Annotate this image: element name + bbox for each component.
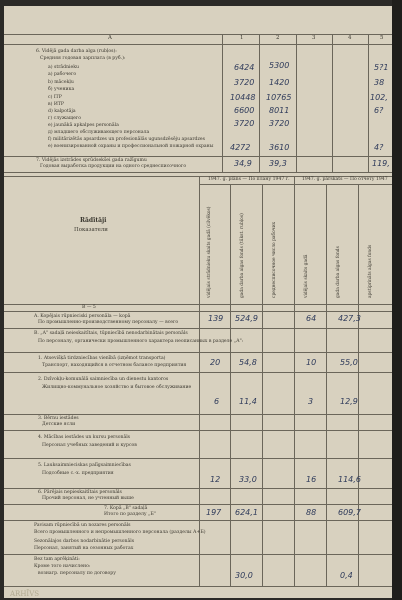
rule — [4, 488, 392, 489]
cell-value: 39,3 — [269, 159, 287, 168]
row-label-ru: Подсобные с.-х. предприятия — [42, 471, 114, 476]
cell-value: 427,3 — [338, 314, 361, 323]
rotated-header: vidējais skaits gadā — [304, 254, 309, 298]
column-number: 5 — [380, 35, 384, 41]
row-label: 2. Dzīvokļu-komunālā saimniecība un dienestu kantoros — [38, 377, 169, 382]
column-number: 3 — [312, 35, 316, 41]
row-label-ru: Детские ясли — [42, 422, 76, 427]
cell-value: 4272 — [230, 143, 251, 152]
row-label: д) младшего обслуживающего персонала — [48, 130, 150, 135]
rotated-header: gada darba algas fonds — [336, 246, 341, 298]
row-label: a) strādnieku — [48, 65, 79, 70]
rule — [296, 34, 297, 172]
row-label-ru: Персонал учебных заведений и курсов — [42, 443, 137, 448]
cell-value: 54,8 — [239, 358, 257, 367]
cell-value: 10765 — [266, 93, 292, 102]
row-label-ru: Транспорт, находящийся в отчетном балансе предприятия — [42, 363, 187, 368]
cell-value: 5300 — [269, 61, 290, 70]
section-title-ru: Средняя годовая зарплата (в руб.): — [40, 56, 126, 61]
rule — [4, 586, 392, 587]
cell-value: 3610 — [269, 143, 290, 152]
note-line: Персонал, занятый на сезонных работах — [34, 546, 134, 551]
rule — [4, 311, 392, 312]
rule — [262, 184, 263, 586]
rule — [222, 34, 223, 172]
row-label-ru: Годовая выработка продукции на одного среднесписочного — [40, 164, 187, 169]
cell-value: 30,0 — [235, 571, 253, 580]
column-number: 2 — [276, 35, 280, 41]
cell-value: 0,4 — [340, 571, 353, 580]
year-plan-header: 1947. g. plāns — По плану 1947 г. — [208, 177, 290, 182]
row-label-ru: Прочий персонал, не учтенный выше — [42, 496, 134, 501]
row-label: b) mācekļu — [48, 80, 74, 85]
row-label: f) militārizētās apsardzes un profesionālās ugunsdzēsēju apsardzes — [48, 137, 205, 142]
cell-value: 6424 — [234, 63, 255, 72]
rule — [4, 328, 392, 329]
row-label: A. Kopējais rūpnieciski personāla — kopā — [34, 314, 131, 319]
row-label: 4. Mācības iestādes un kursu personāls — [38, 435, 131, 440]
cell-value: 524,9 — [235, 314, 258, 323]
rule — [4, 156, 392, 157]
cell-value: 6? — [374, 106, 384, 115]
row-label: в) ИТР — [48, 102, 64, 107]
row-label: 5. Lauksaimnieciskas palīgsaimniecības — [38, 463, 131, 468]
cell-value: 10 — [306, 358, 317, 367]
rule — [4, 172, 392, 173]
row-label-ru: По промышленно-производственному персоналу — всего — [38, 320, 179, 325]
column-letter: A — [108, 35, 112, 41]
cell-value: 11,4 — [239, 397, 257, 406]
row-label: e) jaunākā apkalpes personāla — [48, 123, 119, 128]
row-label-ru: По персоналу, органически промышленного характера неописанных в разделе „А": — [38, 339, 244, 344]
document-page — [4, 6, 392, 598]
row-label: 7. Kopā „B" sadaļā — [104, 506, 148, 511]
cell-value: 102, — [370, 93, 388, 102]
rule — [4, 504, 392, 505]
rule — [294, 176, 295, 586]
cell-value: 34,9 — [234, 159, 252, 168]
rule — [326, 184, 327, 586]
rule — [4, 458, 392, 459]
cell-value: 12,9 — [340, 397, 358, 406]
note-line: Sezonālajos darbos nodarbinātie personāls — [34, 539, 135, 544]
cell-value: 3720 — [269, 119, 290, 128]
cell-value: 114,6 — [338, 475, 361, 484]
cell-value: 3720 — [234, 119, 255, 128]
row-label: а) рабочего — [48, 72, 77, 77]
rotated-header: apstiprināts algas fonds — [368, 244, 373, 298]
rule — [332, 34, 333, 172]
cell-value: 139 — [208, 314, 224, 323]
row-label: 3. Bērnu iestādes — [38, 416, 79, 421]
rule — [4, 44, 392, 45]
cell-value: 33,0 — [239, 475, 257, 484]
rule — [358, 184, 359, 586]
rule — [230, 184, 231, 586]
rotated-header: vidējais strādnieku skaits gadā (cilvēkos) — [207, 206, 212, 298]
row-label: d) kalpotāja — [48, 109, 76, 114]
note-line: Pavisam rūpniecībā un nozares personāls — [34, 523, 131, 528]
rotated-header: gada darba algas fonds (tūkst. rubļos) — [240, 213, 245, 298]
rotated-header: среднесписочное число рабочих — [272, 221, 277, 298]
rule — [4, 430, 392, 431]
row-label: г) служащего — [48, 116, 81, 121]
cell-value: 197 — [206, 508, 222, 517]
rule — [4, 352, 392, 353]
note-line: Всего промышленного и непромышленного персонала (разделы А+Б) — [34, 530, 206, 535]
column-number: 1 — [240, 35, 244, 41]
cell-value: 6 — [214, 397, 220, 406]
rule — [199, 176, 200, 586]
row-label: е) военизированной охраны и профессиональной пожарной охраны — [48, 144, 214, 149]
cell-value: 6600 — [234, 106, 255, 115]
cell-value: 5?1 — [374, 63, 389, 72]
archive-stamp: ARHĪVS — [10, 590, 40, 598]
cell-value: 88 — [306, 508, 317, 517]
row-label: 7. Vidējās izstrādes sprūdsekšei gada ražīgumu — [36, 158, 147, 163]
note-line: Кроме того начислено: — [34, 564, 91, 569]
rule — [4, 554, 392, 555]
row-label: c) ITP — [48, 95, 62, 100]
cell-value: 20 — [210, 358, 221, 367]
cell-value: 38 — [374, 78, 385, 87]
cell-value: 12 — [210, 475, 221, 484]
column-number: 4 — [348, 35, 352, 41]
cell-value: 3720 — [234, 78, 255, 87]
rule — [368, 34, 369, 172]
cell-value: 16 — [306, 475, 317, 484]
note-line: Bez tam aprēķināti: — [34, 557, 80, 562]
row-label: 6. Pārējais nepieskaitītais personāls — [38, 490, 122, 495]
rule — [259, 34, 260, 172]
cell-value: 3 — [308, 397, 314, 406]
cell-value: 1420 — [269, 78, 290, 87]
cell-value: 4? — [374, 143, 384, 152]
section-title: 6. Vidējā gada darba alga (rubļos): — [36, 49, 117, 54]
year-report-header: 1947. g. pārskats — По отчету 1947 — [302, 177, 388, 182]
rule — [4, 304, 392, 305]
cell-value: 10448 — [230, 93, 256, 102]
binding-edge — [392, 0, 402, 600]
center-heading: Rādītāji — [80, 217, 107, 224]
cell-value: 55,0 — [340, 358, 358, 367]
rule — [199, 184, 392, 185]
cell-value: 609,7 — [338, 508, 361, 517]
rule — [4, 414, 392, 415]
row-label: б) ученика — [48, 87, 75, 92]
rule — [4, 34, 392, 35]
cell-value: 119, — [372, 159, 390, 168]
cell-value: 624,1 — [235, 508, 258, 517]
row-label: B. „A" sadaļā neieskaitītais, tūpniecībā nenodarbinātais personāls — [34, 331, 188, 336]
cell-value: 8011 — [269, 106, 290, 115]
note-line: вознагр. персоналу по договору — [38, 571, 116, 576]
center-heading-ru: Показатели — [74, 227, 108, 233]
rule — [4, 520, 392, 521]
cell-value: 64 — [306, 314, 317, 323]
row-label-ru: Жилищно-коммунальное хозяйство и бытовое обслуживание — [42, 385, 192, 390]
row-label: 1. Atsevišķā tirdzniecības vienībā (izņēmot transporta) — [38, 356, 166, 361]
row-label-ru: Итого по разделу „Б" — [104, 512, 156, 517]
section-letter: B — 5 — [82, 305, 96, 310]
rule — [4, 372, 392, 373]
